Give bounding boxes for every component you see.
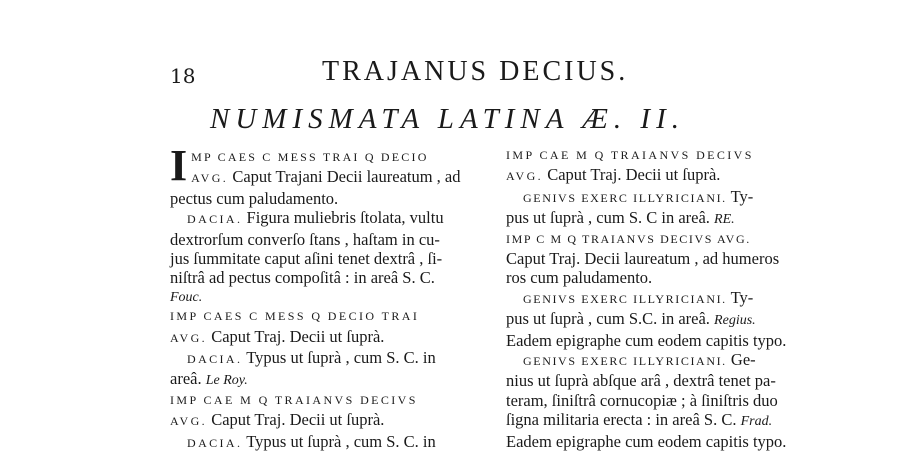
source-citation: Le Roy. (205, 373, 248, 389)
text-line (170, 327, 486, 348)
right-column (506, 146, 826, 451)
text-line: teram, ſiniſtrâ cornucopiæ ; à ſiniſtris duo (506, 390, 778, 410)
running-head: TRAJANUS DECIUS. (322, 56, 629, 87)
text-line: jus ſummitate caput aſini tenet dextrâ , ſi- (170, 249, 443, 269)
source-citation: RE. (714, 212, 735, 228)
text-line (170, 167, 486, 188)
description-text: pus ut ſuprà , cum S.C. in areâ. (506, 309, 715, 329)
text-line: dextrorſum converſo ſtans , haſtam in cu- (170, 229, 440, 249)
text-line (506, 165, 826, 186)
text-line: pectus cum paludamento. (170, 188, 339, 208)
description-text: areâ. (170, 369, 206, 389)
legend-text: DACIA. (187, 352, 243, 367)
legend-text: DACIA. (187, 435, 243, 450)
legend-text: AVG. (191, 171, 229, 186)
legend-text: IMP CAES C MESS Q DECIO TRAI (170, 309, 420, 324)
description-text: ſigna militaria erecta : in areâ S. C. (506, 410, 741, 430)
legend-text: GENIVS EXERC ILLYRICIANI. (523, 291, 727, 306)
section-title: NUMISMATA LATINA Æ. II. (210, 103, 685, 135)
legend-text: AVG. (170, 414, 208, 429)
text-line (506, 410, 826, 431)
description-text: Caput Trajani Decii laureatum , ad (228, 167, 461, 187)
text-line: Eadem epigraphe cum eodem capitis typo. (506, 330, 787, 350)
text-line (170, 432, 486, 453)
text-line: nius ut ſuprà abſque arâ , dextrâ tenet pa- (506, 371, 776, 391)
left-column (170, 141, 486, 453)
text-line: Eadem epigraphe cum eodem capitis typo. (506, 431, 787, 451)
text-line (506, 350, 826, 371)
legend-text: IMP CAE M Q TRAIANVS DECIVS (170, 392, 418, 407)
legend-text: AVG. (170, 330, 208, 345)
text-line (170, 410, 486, 431)
description-text: Caput Traj. Decii ut ſuprà. (543, 165, 721, 185)
text-line: Caput Traj. Decii laureatum , ad humeros (506, 249, 780, 269)
source-citation: Frad. (740, 414, 773, 430)
text-line (170, 208, 486, 229)
legend-text: DACIA. (187, 212, 243, 227)
legend-text: IMP CAE M Q TRAIANVS DECIVS (506, 148, 754, 162)
text-line (506, 187, 826, 208)
text-line (170, 348, 486, 369)
text-line (506, 309, 826, 330)
description-text: Typus ut ſuprà , cum S. C. in (242, 348, 436, 368)
legend-text: GENIVS EXERC ILLYRICIANI. (523, 190, 727, 205)
description-text: Caput Traj. Decii ut ſuprà. (207, 410, 385, 430)
description-text: Ge- (726, 350, 756, 370)
text-line (170, 369, 486, 390)
source-citation: Fouc. (170, 289, 203, 305)
page-number: 18 (170, 64, 196, 88)
source-citation: Regius. (714, 313, 756, 329)
legend-text: IMP C M Q TRAIANVS DECIVS AVG. (506, 231, 751, 246)
description-text: Figura muliebris ſtolata, vultu (242, 208, 444, 228)
legend-text: MP CAES C MESS TRAI Q DECIO (191, 150, 429, 164)
description-text: Ty- (726, 186, 754, 206)
drop-cap: I (170, 141, 188, 190)
description-text: Caput Traj. Decii ut ſuprà. (207, 326, 385, 346)
legend-text: AVG. (506, 169, 544, 184)
legend-text: GENIVS EXERC ILLYRICIANI. (523, 354, 727, 369)
description-text: Typus ut ſuprà , cum S. C. in (242, 431, 436, 451)
text-line: niſtrâ ad pectus compoſitâ : in areâ S. C. (170, 268, 435, 288)
text-line: ros cum paludamento. (506, 268, 653, 288)
description-text: Ty- (726, 287, 754, 307)
text-line (506, 288, 826, 309)
description-text: pus ut ſuprà , cum S. C in areâ. (506, 208, 715, 228)
text-line (506, 208, 826, 229)
